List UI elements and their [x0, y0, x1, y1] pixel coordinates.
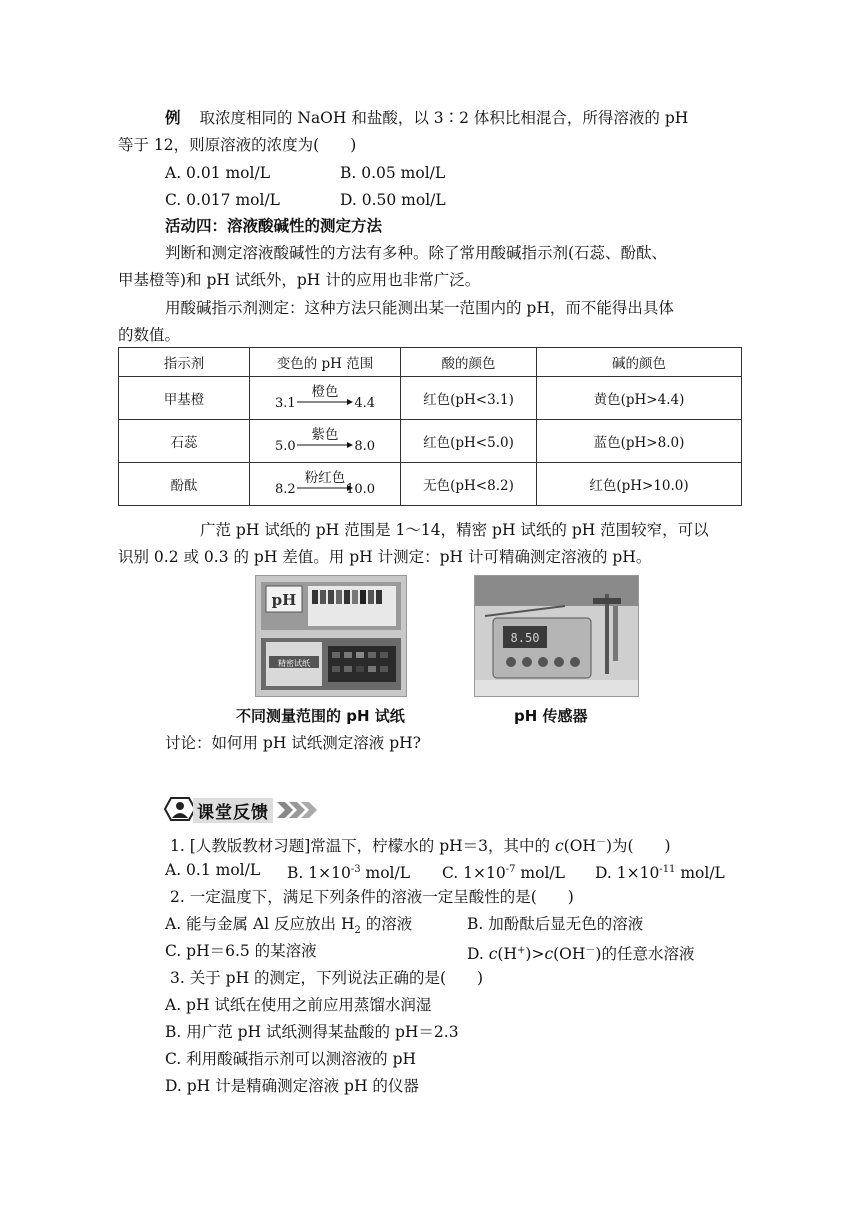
range-cell [250, 463, 401, 506]
q1-option-a: A. 0.1 mol/L [165, 861, 261, 879]
range-low: 3.1 [275, 396, 296, 411]
acid-color: 红色(pH<5.0) [401, 420, 537, 463]
indicator-name: 甲基橙 [119, 377, 250, 420]
q2-d-5: )的任意水溶液 [595, 945, 695, 964]
range-low: 8.2 [275, 482, 296, 497]
q1-b-exp: -3 [350, 864, 361, 875]
ph-box-label: pH [271, 591, 297, 609]
indicator-name: 酚酞 [119, 463, 250, 506]
q2-d-c1: c [488, 945, 498, 964]
ph-paper-image [256, 576, 406, 696]
q1-option-b [287, 860, 410, 883]
q2-d-sup2: － [585, 945, 596, 956]
range-label: 粉红色 [304, 470, 346, 486]
range-cell [250, 420, 401, 463]
q3-option-a: A. pH 试纸在使用之前应用蒸馏水润湿 [165, 996, 432, 1014]
activity-heading: 活动四：溶液酸碱性的测定方法 [165, 217, 383, 235]
table-row [119, 463, 742, 506]
q1-d-exp: -11 [659, 864, 676, 875]
base-color: 蓝色(pH>8.0) [537, 420, 742, 463]
base-color: 红色(pH>10.0) [537, 463, 742, 506]
header-indicator: 指示剂 [119, 348, 250, 377]
q1-c-exp: -7 [505, 864, 516, 875]
q1-c-pre: C. 1×10 [442, 864, 506, 883]
q1-stem-end: )为( ) [605, 837, 671, 856]
range-cell [250, 377, 401, 420]
q2-a-sub: 2 [354, 925, 361, 937]
indicator-table [118, 347, 742, 506]
arrow-icon [297, 484, 353, 492]
feedback-title: 课堂反馈 [193, 798, 273, 823]
example-option-d: D. 0.50 mol/L [340, 191, 446, 209]
example-option-b: B. 0.05 mol/L [340, 164, 446, 182]
ph-meter-image [475, 576, 638, 696]
after-table-line2: 识别 0.2 或 0.3 的 pH 差值。用 pH 计测定：pH 计可精确测定溶液的 pH。 [118, 548, 652, 566]
range-label: 紫色 [311, 427, 339, 443]
activity-p2-line1: 用酸碱指示剂测定：这种方法只能测出某一范围内的 pH，而不能得出具体 [165, 299, 674, 317]
q2-option-b: B. 加酚酞后显无色的溶液 [467, 915, 644, 933]
example-option-c: C. 0.017 mol/L [165, 191, 280, 209]
example-option-a: A. 0.01 mol/L [165, 164, 270, 182]
after-table-line1: 广范 pH 试纸的 pH 范围是 1～14，精密 pH 试纸的 pH 范围较窄，可以 [200, 521, 709, 539]
q3-option-b: B. 用广范 pH 试纸测得某盐酸的 pH＝2.3 [165, 1023, 459, 1041]
activity-p2-line2: 的数值。 [118, 326, 181, 344]
arrow-icon [297, 441, 353, 449]
q1-c-post: mol/L [515, 864, 565, 883]
q2-a-post: 的溶液 [360, 915, 413, 933]
q1-oh: (OH [563, 837, 596, 856]
q1-b-post: mol/L [360, 864, 411, 883]
ph-paper-photo [255, 575, 407, 697]
activity-p1-line1: 判断和测定溶液酸碱性的方法有多种。除了常用酸碱指示剂(石蕊、酚酞、 [165, 244, 668, 262]
person-icon [163, 796, 197, 822]
acid-color: 红色(pH<3.1) [401, 377, 537, 420]
header-range: 变色的 pH 范围 [250, 348, 401, 377]
range-high: 8.0 [354, 439, 375, 454]
q2-option-a [165, 914, 412, 941]
discussion: 讨论：如何用 pH 试纸测定溶液 pH? [165, 734, 421, 752]
ph-meter-photo [474, 575, 639, 697]
q3-stem: 3. 关于 pH 的测定，下列说法正确的是( ) [170, 969, 484, 987]
range-label: 橙色 [311, 384, 339, 400]
feedback-banner [163, 796, 333, 822]
q1-c: c [554, 837, 564, 856]
example-line1 [165, 108, 688, 128]
arrow-icon [297, 398, 353, 406]
q2-option-d [467, 941, 694, 964]
q2-stem: 2. 一定温度下，满足下列条件的溶液一定呈酸性的是( ) [170, 888, 574, 906]
base-color: 黄色(pH>4.4) [537, 377, 742, 420]
acid-color: 无色(pH<8.2) [401, 463, 537, 506]
q1-option-d [595, 860, 725, 883]
q3-option-c: C. 利用酸碱指示剂可以测溶液的 pH [165, 1050, 417, 1068]
table-row [119, 377, 742, 420]
q2-d-sup1: + [517, 945, 526, 956]
table-row [119, 420, 742, 463]
activity-p1-line2: 甲基橙等)和 pH 试纸外，pH 计的应用也非常广泛。 [118, 271, 481, 289]
example-tag: 例 [165, 109, 181, 127]
range-low: 5.0 [275, 439, 296, 454]
meter-display: 8.50 [510, 631, 540, 645]
example-line2: 等于 12，则原溶液的浓度为( ) [118, 136, 357, 154]
right-caption: pH 传感器 [514, 707, 588, 725]
q1-stem-text: 1. [人教版教材习题]常温下，柠檬水的 pH＝3，其中的 [170, 837, 555, 856]
q2-a-pre: A. 能与金属 Al 反应放出 H [165, 915, 355, 933]
q1-d-post: mol/L [675, 864, 725, 883]
q2-d-4: (OH [553, 945, 586, 964]
q1-stem [170, 833, 671, 856]
precise-box-label: 精密试纸 [278, 659, 310, 668]
q2-d-c2: c [544, 945, 554, 964]
header-base-color: 碱的颜色 [537, 348, 742, 377]
chevrons-icon [277, 802, 319, 818]
q2-d-2: (H [497, 945, 517, 964]
indicator-name: 石蕊 [119, 420, 250, 463]
q2-d-3: )> [525, 945, 545, 964]
q1-option-c [442, 860, 565, 883]
range-high: 10.0 [346, 482, 375, 497]
q2-option-c: C. pH＝6.5 的某溶液 [165, 942, 317, 960]
table-header-row [119, 348, 742, 377]
q2-d-1: D. [467, 945, 489, 964]
left-caption: 不同测量范围的 pH 试纸 [236, 707, 405, 725]
q3-option-d: D. pH 计是精确测定溶液 pH 的仪器 [165, 1077, 419, 1095]
q1-d-pre: D. 1×10 [595, 864, 660, 883]
example-text: 取浓度相同的 NaOH 和盐酸，以 3∶2 体积比相混合，所得溶液的 pH [199, 109, 689, 127]
range-high: 4.4 [354, 396, 375, 411]
q1-minus: － [595, 837, 606, 848]
header-acid-color: 酸的颜色 [401, 348, 537, 377]
q1-b-pre: B. 1×10 [287, 864, 351, 883]
